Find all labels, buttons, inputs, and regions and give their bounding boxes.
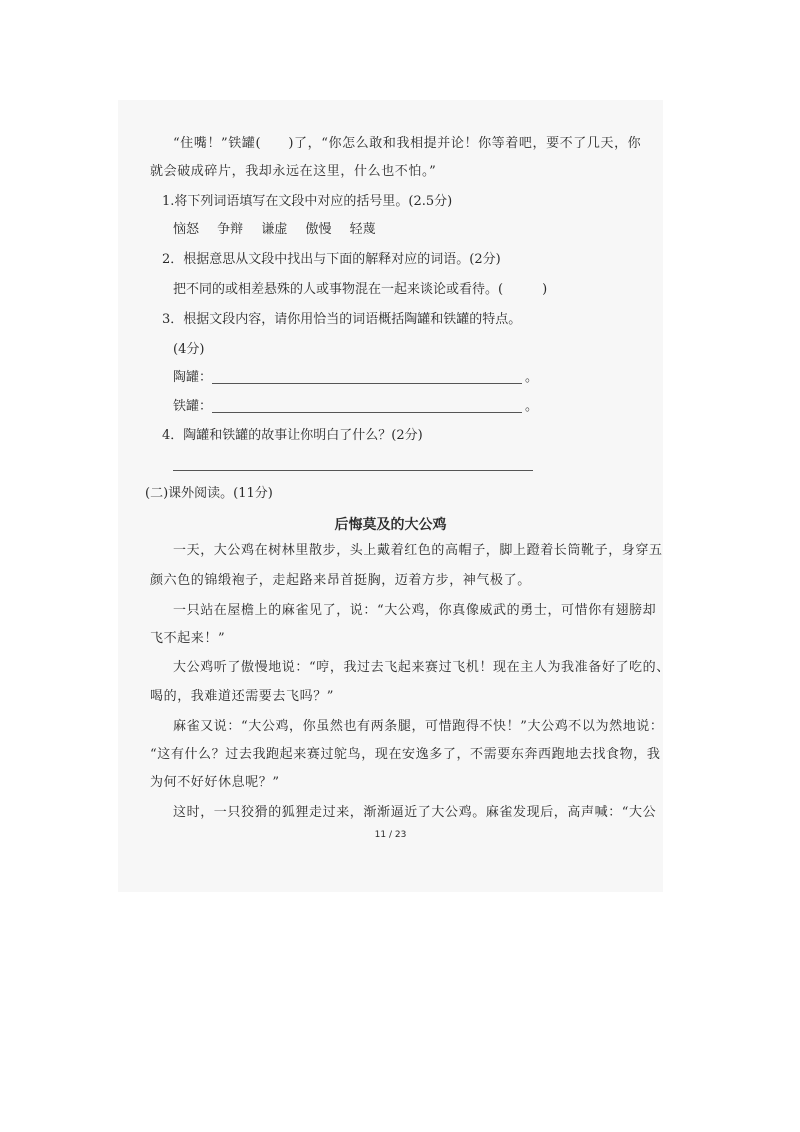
story-line-6: 喝的，我难道还需要去飞吗？” — [150, 689, 335, 704]
question-4: 4．陶罐和铁罐的故事让你明白了什么？(2分) — [162, 428, 423, 443]
question-4-answer-line[interactable] — [173, 470, 533, 471]
tao-guan-period: 。 — [525, 370, 539, 385]
section-heading: (二)课外阅读。(11分) — [145, 486, 273, 501]
question-3: 3．根据文段内容，请你用恰当的词语概括陶罐和铁罐的特点。 — [162, 312, 522, 327]
passage-line-1: “住嘴！”铁罐( )了，“你怎么敢和我相提并论！你等着吧，要不了几天，你 — [173, 136, 642, 151]
word-3: 谦虚 — [261, 222, 288, 237]
story-line-3: 一只站在屋檐上的麻雀见了，说：“大公鸡，你真像威武的勇士，可惜你有翅膀却 — [173, 603, 657, 618]
story-line-8: “这有什么？过去我跑起来赛过鸵鸟，现在安逸多了，不需要东奔西跑地去找食物，我 — [150, 747, 661, 762]
story-line-1: 一天，大公鸡在树林里散步，头上戴着红色的高帽子，脚上蹬着长筒靴子，身穿五 — [173, 543, 663, 558]
tao-guan-answer-line[interactable] — [212, 383, 522, 384]
question-3-points: (4分) — [173, 342, 205, 357]
word-5: 轻蔑 — [349, 222, 376, 237]
story-title: 后悔莫及的大公鸡 — [334, 517, 447, 533]
tie-guan-answer-line[interactable] — [212, 412, 522, 413]
story-line-2: 颜六色的锦缎袍子，走起路来昂首挺胸，迈着方步，神气极了。 — [150, 573, 531, 588]
story-line-10: 这时，一只狡猾的狐狸走过来，渐渐逼近了大公鸡。麻雀发现后，高声喊：“大公 — [173, 805, 657, 820]
question-1: 1.将下列词语填写在文段中对应的括号里。(2.5分) — [162, 194, 453, 209]
story-line-7: 麻雀又说：“大公鸡，你虽然也有两条腿，可惜跑得不快！”大公鸡不以为然地说： — [173, 719, 664, 734]
question-2-definition: 把不同的或相差悬殊的人或事物混在一起来谈论或看待。( ) — [173, 282, 548, 297]
question-2: 2．根据意思从文段中找出与下面的解释对应的词语。(2分) — [162, 252, 501, 267]
passage-line-2: 就会破成碎片，我却永远在这里，什么也不怕。” — [150, 164, 437, 179]
page-number: 11 / 23 — [374, 830, 407, 840]
story-line-9: 为何不好好休息呢？” — [150, 775, 280, 790]
word-bank — [173, 221, 390, 239]
tao-guan-label: 陶罐： — [173, 370, 213, 385]
word-4: 傲慢 — [305, 222, 332, 237]
story-line-4: 飞不起来！” — [150, 631, 226, 646]
tie-guan-label: 铁罐： — [173, 399, 213, 414]
word-2: 争辩 — [217, 222, 244, 237]
tie-guan-period: 。 — [525, 399, 539, 414]
word-1: 恼怒 — [173, 222, 200, 237]
story-line-5: 大公鸡听了傲慢地说：“哼，我过去飞起来赛过飞机！现在主人为我准备好了吃的、 — [173, 660, 670, 675]
